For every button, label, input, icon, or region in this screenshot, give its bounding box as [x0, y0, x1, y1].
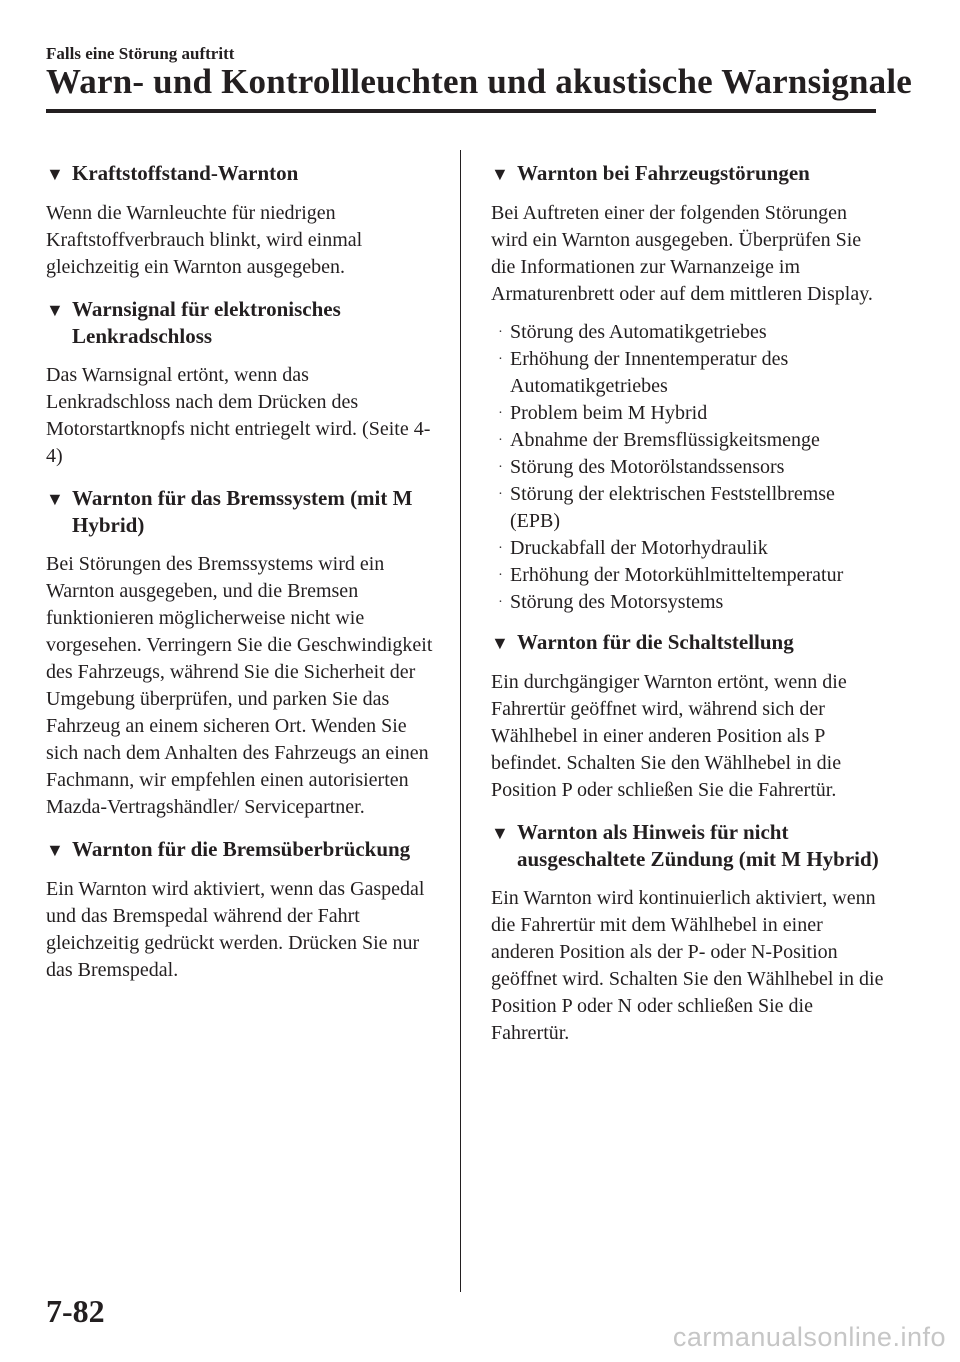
list-item: [491, 481, 886, 535]
section-heading: [491, 629, 886, 657]
section-body: Ein Warnton wird kontinuierlich aktiviert, wenn die Fahrertür mit dem Wählhebel in einer anderen Position als der P- oder N-Position geöffnet wird. Schalten Sie den Wählhebel in die Position P oder N oder schließen Sie die Fahrertür.: [491, 887, 884, 1044]
section-body: Ein durchgängiger Warnton ertönt, wenn die Fahrertür geöffnet wird, während sich der Wählhebel in einer anderen Position als P befindet. Schalten Sie den Wählhebel in die Position P oder schließen Sie die Fahrertür.: [491, 671, 847, 801]
section-ignition-not-off-warning: [491, 819, 886, 1047]
page-number: 7-82: [46, 1293, 105, 1329]
section-heading-text: Warnton für das Bremssystem (mit M Hybrid): [72, 486, 413, 537]
section-shift-position-warning: [491, 629, 886, 804]
right-column: [491, 160, 886, 1062]
section-heading: [46, 485, 436, 539]
bullet-dot-icon: ·: [498, 595, 503, 610]
list-item: [491, 535, 886, 562]
list-item-text: Störung des Motorölstandssensors: [510, 456, 785, 478]
section-body: Das Warnsignal ertönt, wenn das Lenkradschloss nach dem Drücken des Motorstartknopfs nicht entriegelt wird. (Seite 4-4): [46, 364, 431, 467]
section-heading-text: Warnton für die Schaltstellung: [517, 630, 794, 654]
section-heading-text: Kraftstoffstand-Warnton: [72, 161, 299, 185]
section-heading-text: Warnsignal für elektronisches Lenkradschloss: [72, 297, 341, 348]
watermark: carmanualsonline.info: [672, 1322, 946, 1352]
list-item-text: Problem beim M Hybrid: [510, 402, 708, 424]
triangle-down-icon: ▼: [491, 633, 509, 653]
list-item-text: Abnahme der Bremsflüssigkeitsmenge: [510, 429, 820, 451]
list-item-text: Störung der elektrischen Feststellbremse (EPB): [510, 483, 835, 532]
section-heading: [46, 296, 436, 350]
section-heading: [491, 160, 886, 188]
list-item: [491, 400, 886, 427]
section-heading: [46, 160, 436, 188]
triangle-down-icon: ▼: [46, 300, 64, 320]
page-title: Warn- und Kontrollleuchten und akustische Warnsignale: [46, 62, 913, 101]
section-heading: [46, 836, 436, 864]
section-kicker: Falls eine Störung auftritt: [46, 44, 235, 63]
section-heading: [491, 819, 886, 873]
triangle-down-icon: ▼: [46, 840, 64, 860]
section-body: Ein Warnton wird aktiviert, wenn das Gaspedal und das Bremspedal während der Fahrt gleichzeitig gedrückt werden. Drücken Sie nur das Bremspedal.: [46, 878, 425, 981]
section-heading-text: Warnton als Hinweis für nicht ausgeschaltete Zündung (mit M Hybrid): [517, 820, 879, 871]
bullet-dot-icon: ·: [498, 541, 503, 556]
triangle-down-icon: ▼: [491, 164, 509, 184]
list-item-text: Störung des Motorsystems: [510, 591, 724, 613]
bullet-dot-icon: ·: [498, 487, 503, 502]
list-item: [491, 346, 886, 400]
bullet-dot-icon: ·: [498, 460, 503, 475]
section-body: Wenn die Warnleuchte für niedrigen Kraftstoffverbrauch blinkt, wird einmal gleichzeitig ein Warnton ausgegeben.: [46, 202, 363, 278]
column-divider: [460, 150, 461, 1292]
section-fuel-level-warning: [46, 160, 436, 281]
bullet-dot-icon: ·: [498, 406, 503, 421]
section-brake-system-warning: [46, 485, 436, 821]
section-brake-override-warning: [46, 836, 436, 984]
list-item: [491, 427, 886, 454]
list-item-text: Druckabfall der Motorhydraulik: [510, 537, 768, 559]
section-heading-text: Warnton bei Fahrzeugstörungen: [517, 161, 810, 185]
section-body: Bei Auftreten einer der folgenden Störungen wird ein Warnton ausgegeben. Überprüfen Sie die Informationen zur Warnanzeige im Armaturenbrett oder auf dem mittleren Display.: [491, 202, 873, 305]
list-item: [491, 319, 886, 346]
list-item-text: Störung des Automatikgetriebes: [510, 321, 767, 343]
list-item-text: Erhöhung der Motorkühlmitteltemperatur: [510, 564, 844, 586]
section-body: Bei Störungen des Bremssystems wird ein Warnton ausgegeben, und die Bremsen funktionieren möglicherweise nicht wie vorgesehen. Verringern Sie die Geschwindigkeit des Fahrzeugs, während Sie die Sicherheit der Umgebung überprüfen, und parken Sie das Fahrzeug an einem sicheren Ort. Wenden Sie sich nach dem Anhalten des Fahrzeugs an einen Fachmann, wir empfehlen einen autorisierten Mazda-Vertragshändler/ Servicepartner.: [46, 553, 433, 818]
bullet-dot-icon: ·: [498, 352, 503, 367]
triangle-down-icon: ▼: [46, 164, 64, 184]
list-item: [491, 562, 886, 589]
section-vehicle-malfunction-warning: [491, 160, 886, 616]
section-heading-text: Warnton für die Bremsüberbrückung: [72, 837, 411, 861]
section-steering-lock-warning: [46, 296, 436, 470]
malfunction-list: [491, 319, 886, 616]
list-item-text: Erhöhung der Innentemperatur des Automatikgetriebes: [510, 348, 789, 397]
title-rule: [46, 109, 876, 113]
list-item: [491, 454, 886, 481]
left-column: [46, 160, 436, 999]
triangle-down-icon: ▼: [491, 823, 509, 843]
triangle-down-icon: ▼: [46, 489, 64, 509]
bullet-dot-icon: ·: [498, 325, 503, 340]
bullet-dot-icon: ·: [498, 433, 503, 448]
bullet-dot-icon: ·: [498, 568, 503, 583]
list-item: [491, 589, 886, 616]
